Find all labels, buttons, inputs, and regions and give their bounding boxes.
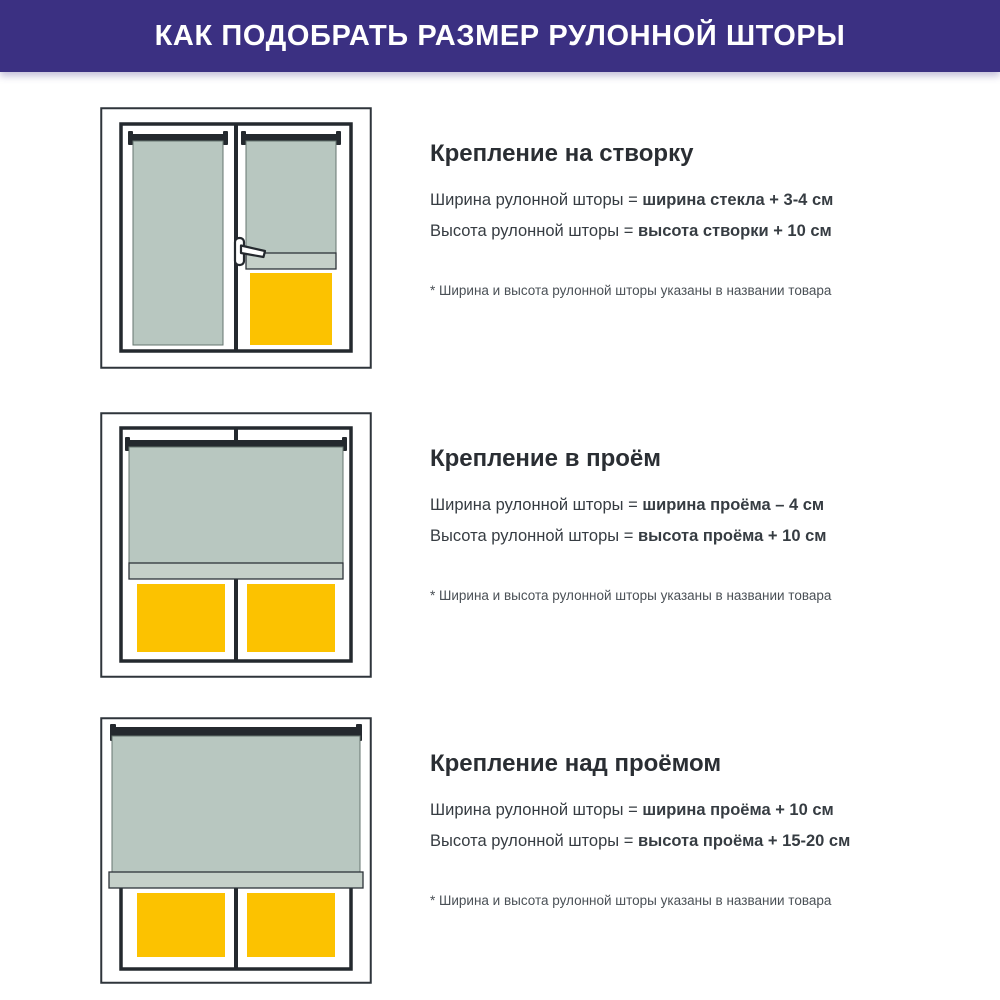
section-title: Крепление над проёмом — [430, 750, 722, 777]
window-blind-above-opening-illustration — [100, 717, 372, 984]
formula-width-label: Ширина рулонной шторы = — [430, 191, 643, 209]
glass-sunlight — [247, 584, 335, 652]
page-title: КАК ПОДОБРАТЬ РАЗМЕР РУЛОННОЙ ШТОРЫ — [154, 19, 846, 52]
formula-width-label: Ширина рулонной шторы = — [430, 496, 643, 514]
opening-blind — [125, 437, 347, 579]
formula-height-value: высота створки + 10 см — [637, 222, 832, 240]
section-mount-on-sash — [0, 107, 1000, 387]
page-header — [0, 0, 1000, 72]
roller-cassette — [130, 134, 226, 141]
formula-height-value: высота проёма + 10 см — [637, 527, 827, 545]
right-sash-blind — [241, 131, 341, 345]
formula-width — [430, 800, 834, 821]
blind-bottom-bar — [129, 563, 343, 579]
roller-cassette — [113, 727, 359, 736]
formula-width-value: ширина проёма – 4 см — [642, 496, 825, 514]
formula-width-value: ширина проёма + 10 см — [642, 801, 834, 819]
diagram-blind-above-opening — [100, 717, 372, 984]
glass-sunlight — [137, 893, 225, 957]
section-mount-above-opening — [0, 717, 1000, 1000]
section-title: Крепление на створку — [430, 140, 694, 167]
formula-width — [430, 190, 833, 211]
formula-height — [430, 831, 850, 852]
blind-fabric — [133, 141, 223, 345]
blind-fabric — [112, 736, 360, 872]
formula-height-label: Высота рулонной шторы = — [430, 222, 638, 240]
footnote: * Ширина и высота рулонной шторы указаны в названии товара — [430, 588, 832, 603]
formula-height — [430, 221, 832, 242]
footnote: * Ширина и высота рулонной шторы указаны в названии товара — [430, 893, 832, 908]
formula-width — [430, 495, 824, 516]
blind-fabric — [129, 447, 343, 563]
section-title: Крепление в проём — [430, 445, 662, 472]
roller-cassette — [243, 134, 339, 141]
window-blind-on-sash-illustration — [100, 107, 372, 369]
blind-bottom-bar — [109, 872, 363, 888]
glass-sunlight — [250, 273, 332, 345]
footnote: * Ширина и высота рулонной шторы указаны в названии товара — [430, 283, 832, 298]
window-blind-in-opening-illustration — [100, 412, 372, 678]
blind-fabric — [246, 141, 336, 253]
diagram-blind-in-opening — [100, 412, 372, 678]
diagram-blind-on-sash — [100, 107, 372, 369]
glass-sunlight — [137, 584, 225, 652]
formula-height-value: высота проёма + 15-20 см — [637, 832, 851, 850]
formula-width-value: ширина стекла + 3-4 см — [642, 191, 834, 209]
glass-sunlight — [247, 893, 335, 957]
roller-cassette — [127, 440, 345, 447]
section-mount-in-opening — [0, 412, 1000, 692]
left-sash-blind — [128, 131, 228, 345]
wall-mounted-blind — [109, 724, 363, 888]
formula-width-label: Ширина рулонной шторы = — [430, 801, 643, 819]
formula-height-label: Высота рулонной шторы = — [430, 832, 638, 850]
formula-height-label: Высота рулонной шторы = — [430, 527, 638, 545]
formula-height — [430, 526, 826, 547]
